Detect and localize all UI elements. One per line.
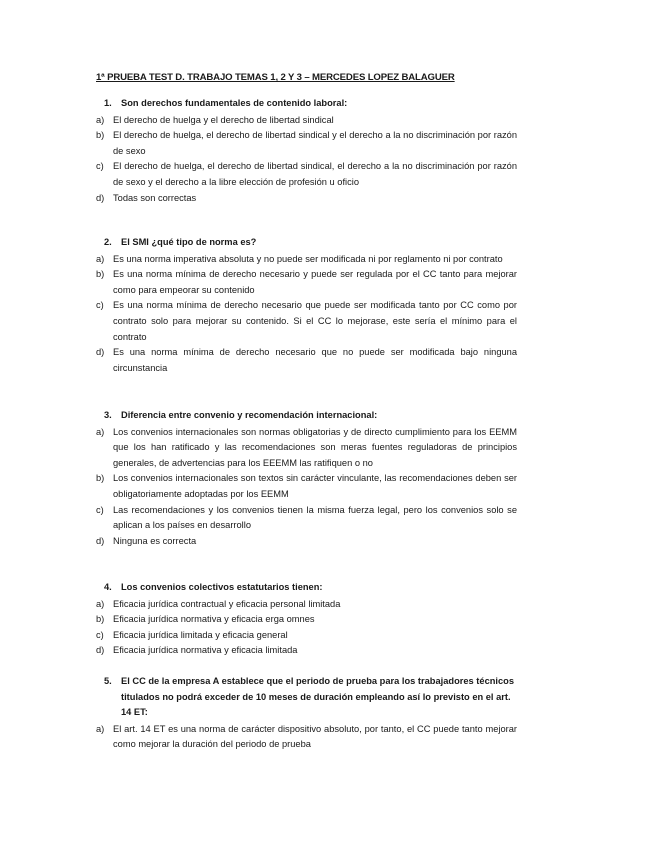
option-text: Es una norma mínima de derecho necesario y puede ser regulada por el CC tanto para mejorar como para empeorar su contenido (113, 269, 517, 295)
option-letter: d) (96, 192, 105, 203)
question-number: 5. (104, 676, 112, 686)
option-text: Es una norma mínima de derecho necesario que no puede ser modificada bajo ninguna circunstancia (113, 347, 517, 373)
question-text: Diferencia entre convenio y recomendación internacional: (121, 410, 378, 420)
option (96, 628, 517, 644)
option-text: Las recomendaciones y los convenios tienen la misma fuerza legal, pero los convenios solo se aplican a los países en desarrollo (113, 504, 517, 531)
option (96, 643, 517, 659)
option (96, 425, 517, 472)
option-letter: a) (96, 114, 105, 125)
option-letter: a) (96, 253, 105, 264)
option-text: El derecho de huelga, el derecho de libertad sindical, el derecho a la no discriminación por razón de sexo y el derecho a la libre elección de profesión u oficio (113, 161, 517, 187)
question-number: 3. (104, 410, 112, 420)
option (96, 191, 517, 207)
option (96, 345, 517, 376)
option-text: Todas son correctas (113, 192, 197, 203)
option (96, 597, 517, 613)
option (96, 252, 517, 268)
question-text: El SMI ¿qué tipo de norma es? (121, 237, 257, 247)
option-text: Los convenios internacionales son textos sin carácter vinculante, las recomendaciones deben ser obligatoriamente adoptadas por los EEMM (113, 473, 517, 499)
option-letter: c) (96, 161, 104, 172)
option-letter: c) (96, 300, 104, 311)
option-text: Es una norma mínima de derecho necesario que puede ser modificada tanto por CC como por contrato solo para mejorar su contenido. Si el CC lo mejorase, este sería el mínimo para el contrato (113, 300, 517, 342)
question-number: 1. (104, 98, 112, 108)
option-text: El derecho de huelga, el derecho de libertad sindical y el derecho a la no discriminación por razón de sexo (113, 130, 517, 156)
question-heading (104, 235, 517, 251)
option-letter: b) (96, 130, 105, 141)
option-letter: b) (96, 473, 105, 484)
question-heading (104, 96, 517, 112)
option (96, 534, 517, 550)
option-text: Es una norma imperativa absoluta y no puede ser modificada ni por reglamento ni por contrato (113, 253, 503, 264)
option (96, 471, 517, 502)
option-text: Ninguna es correcta (113, 535, 197, 546)
question-5 (96, 674, 517, 753)
question-heading (104, 580, 517, 596)
option-letter: d) (96, 347, 105, 358)
option (96, 298, 517, 345)
question-text: El CC de la empresa A establece que el periodo de prueba para los trabajadores técnicos titulados no podrá exceder de 10 meses de duración empleando así lo previsto en el art. 14 ET: (121, 676, 515, 718)
option-text: Eficacia jurídica normativa y eficacia limitada (113, 645, 298, 656)
option-letter: c) (96, 629, 104, 640)
option-text: El art. 14 ET es una norma de carácter dispositivo absoluto, por tanto, el CC puede tanto mejorar como mejorar la duración del periodo de prueba (113, 723, 517, 750)
option (96, 113, 517, 129)
question-text: Son derechos fundamentales de contenido laboral: (121, 98, 348, 108)
option-letter: c) (96, 504, 104, 515)
option (96, 722, 517, 753)
option-letter: d) (96, 645, 105, 656)
option-text: Los convenios internacionales son normas obligatorias y de directo cumplimiento para los EEMM que los han ratificado y las recomendaciones son meras fuentes reguladoras de principios generales, de advertencias para los EEEMM las ratifiquen o no (113, 426, 517, 468)
option-letter: d) (96, 535, 105, 546)
option (96, 503, 517, 534)
question-3 (96, 408, 517, 549)
question-number: 4. (104, 582, 112, 592)
option-text: Eficacia jurídica limitada y eficacia general (113, 629, 288, 640)
option-letter: a) (96, 723, 105, 734)
question-1 (96, 96, 517, 206)
option (96, 128, 517, 159)
option-text: Eficacia jurídica contractual y eficacia personal limitada (113, 598, 341, 609)
option-text: El derecho de huelga y el derecho de libertad sindical (113, 114, 334, 125)
question-4 (96, 580, 517, 659)
option (96, 267, 517, 298)
option-letter: a) (96, 426, 105, 437)
option-text: Eficacia jurídica normativa y eficacia erga omnes (113, 614, 315, 625)
question-heading (104, 408, 517, 424)
question-heading (104, 674, 517, 721)
question-number: 2. (104, 237, 112, 247)
question-2 (96, 235, 517, 376)
option-letter: b) (96, 614, 105, 625)
question-text: Los convenios colectivos estatutarios tienen: (121, 582, 323, 592)
option (96, 159, 517, 190)
document-title: 1ª PRUEBA TEST D. TRABAJO TEMAS 1, 2 Y 3 – MERCEDES LOPEZ BALAGUER (96, 72, 455, 83)
option (96, 612, 517, 628)
option-letter: a) (96, 598, 105, 609)
option-letter: b) (96, 269, 105, 280)
